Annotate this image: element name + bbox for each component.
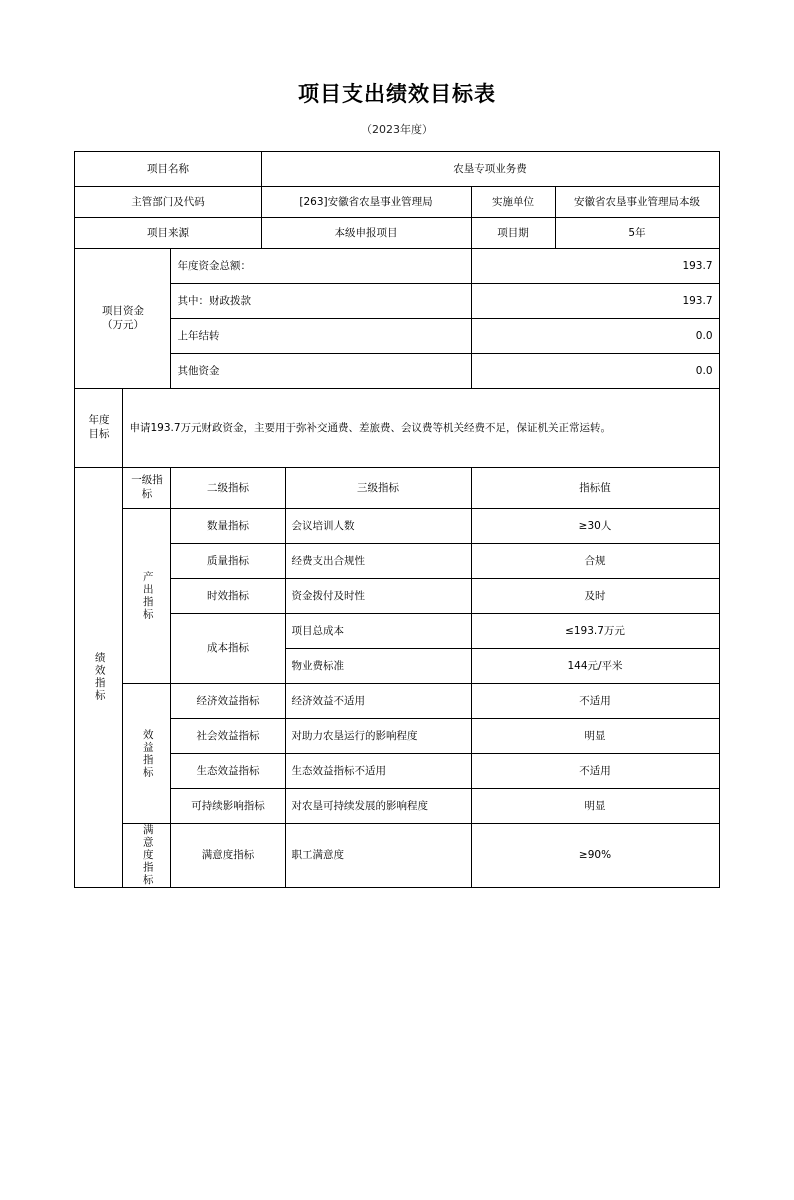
indicator-value: ≥30人	[471, 509, 719, 544]
table-row-indicator	[75, 544, 719, 579]
indicator-value: ≥90%	[471, 824, 719, 888]
indicator-value: 不适用	[471, 754, 719, 789]
indicator-value: 及时	[471, 579, 719, 614]
indicator-level2: 成本指标	[171, 614, 285, 684]
indicator-level3: 生态效益指标不适用	[285, 754, 471, 789]
indicator-level3: 项目总成本	[285, 614, 471, 649]
funds-row-value: 0.0	[471, 319, 719, 354]
indicator-header-value: 指标值	[471, 468, 719, 509]
indicator-value: 明显	[471, 719, 719, 754]
page-subtitle: （2023年度）	[361, 123, 433, 136]
source-label: 项目来源	[75, 218, 261, 249]
table-row-source	[75, 218, 719, 249]
funds-row-value: 0.0	[471, 354, 719, 389]
table-row-funds-fiscal	[75, 284, 719, 319]
table-row-indicator	[75, 754, 719, 789]
indicator-value: 明显	[471, 789, 719, 824]
indicator-level2: 社会效益指标	[171, 719, 285, 754]
department-value: [263]安徽省农垦事业管理局	[261, 187, 471, 218]
funds-row-name: 上年结转	[171, 319, 471, 354]
table-row-indicator-header	[75, 468, 719, 509]
table-row-funds-total	[75, 249, 719, 284]
table-row-indicator	[75, 509, 719, 544]
period-value: 5年	[555, 218, 719, 249]
indicator-level3: 经济效益不适用	[285, 684, 471, 719]
indicator-level3: 经费支出合规性	[285, 544, 471, 579]
project-name-value: 农垦专项业务费	[261, 152, 719, 187]
period-label: 项目期	[471, 218, 555, 249]
indicator-level3: 会议培训人数	[285, 509, 471, 544]
indicator-value: 不适用	[471, 684, 719, 719]
table-row-indicator	[75, 614, 719, 649]
indicator-header-level1: 一级指标	[123, 468, 171, 509]
table-row-department	[75, 187, 719, 218]
yearly-goal-text: 申请193.7万元财政资金，主要用于弥补交通费、差旅费、会议费等机关经费不足，保证机关正常运转。	[123, 389, 719, 468]
indicator-group-level1: 满意度指标	[123, 824, 171, 888]
table-row-indicator	[75, 824, 719, 888]
funds-row-name: 其中：财政拨款	[171, 284, 471, 319]
indicator-level3: 物业费标准	[285, 649, 471, 684]
funds-row-value: 193.7	[471, 249, 719, 284]
indicator-level3: 对农垦可持续发展的影响程度	[285, 789, 471, 824]
document-page	[0, 78, 794, 1200]
indicator-group-level1: 效益指标	[123, 684, 171, 824]
table-row-indicator	[75, 719, 719, 754]
indicator-level2: 数量指标	[171, 509, 285, 544]
indicator-header-level2: 二级指标	[171, 468, 285, 509]
table-row-project-name	[75, 152, 719, 187]
page-title: 项目支出绩效目标表	[298, 82, 496, 106]
yearly-goal-label: 年度 目标	[75, 389, 123, 468]
table-row-funds-other	[75, 354, 719, 389]
department-label: 主管部门及代码	[75, 187, 261, 218]
performance-target-table	[74, 151, 719, 888]
source-value: 本级申报项目	[261, 218, 471, 249]
indicator-level2: 可持续影响指标	[171, 789, 285, 824]
indicator-level2: 满意度指标	[171, 824, 285, 888]
indicator-value: ≤193.7万元	[471, 614, 719, 649]
indicator-header-level3: 三级指标	[285, 468, 471, 509]
funds-row-name: 年度资金总额：	[171, 249, 471, 284]
table-row-indicator	[75, 789, 719, 824]
table-row-indicator	[75, 684, 719, 719]
indicator-level2: 生态效益指标	[171, 754, 285, 789]
table-row-funds-carryover	[75, 319, 719, 354]
indicator-value: 合规	[471, 544, 719, 579]
indicator-level2: 时效指标	[171, 579, 285, 614]
table-row-yearly-goal	[75, 389, 719, 468]
indicator-value: 144元/平米	[471, 649, 719, 684]
indicator-level2: 质量指标	[171, 544, 285, 579]
indicators-side-label: 绩效指标	[75, 468, 123, 888]
table-row-indicator	[75, 579, 719, 614]
indicator-level2: 经济效益指标	[171, 684, 285, 719]
funds-label: 项目资金 （万元）	[75, 249, 171, 389]
project-name-label: 项目名称	[75, 152, 261, 187]
indicator-level3: 资金拨付及时性	[285, 579, 471, 614]
funds-row-value: 193.7	[471, 284, 719, 319]
indicator-level3: 对助力农垦运行的影响程度	[285, 719, 471, 754]
funds-row-name: 其他资金	[171, 354, 471, 389]
indicator-level3: 职工满意度	[285, 824, 471, 888]
indicator-group-level1: 产出指标	[123, 509, 171, 684]
unit-value: 安徽省农垦事业管理局本级	[555, 187, 719, 218]
unit-label: 实施单位	[471, 187, 555, 218]
